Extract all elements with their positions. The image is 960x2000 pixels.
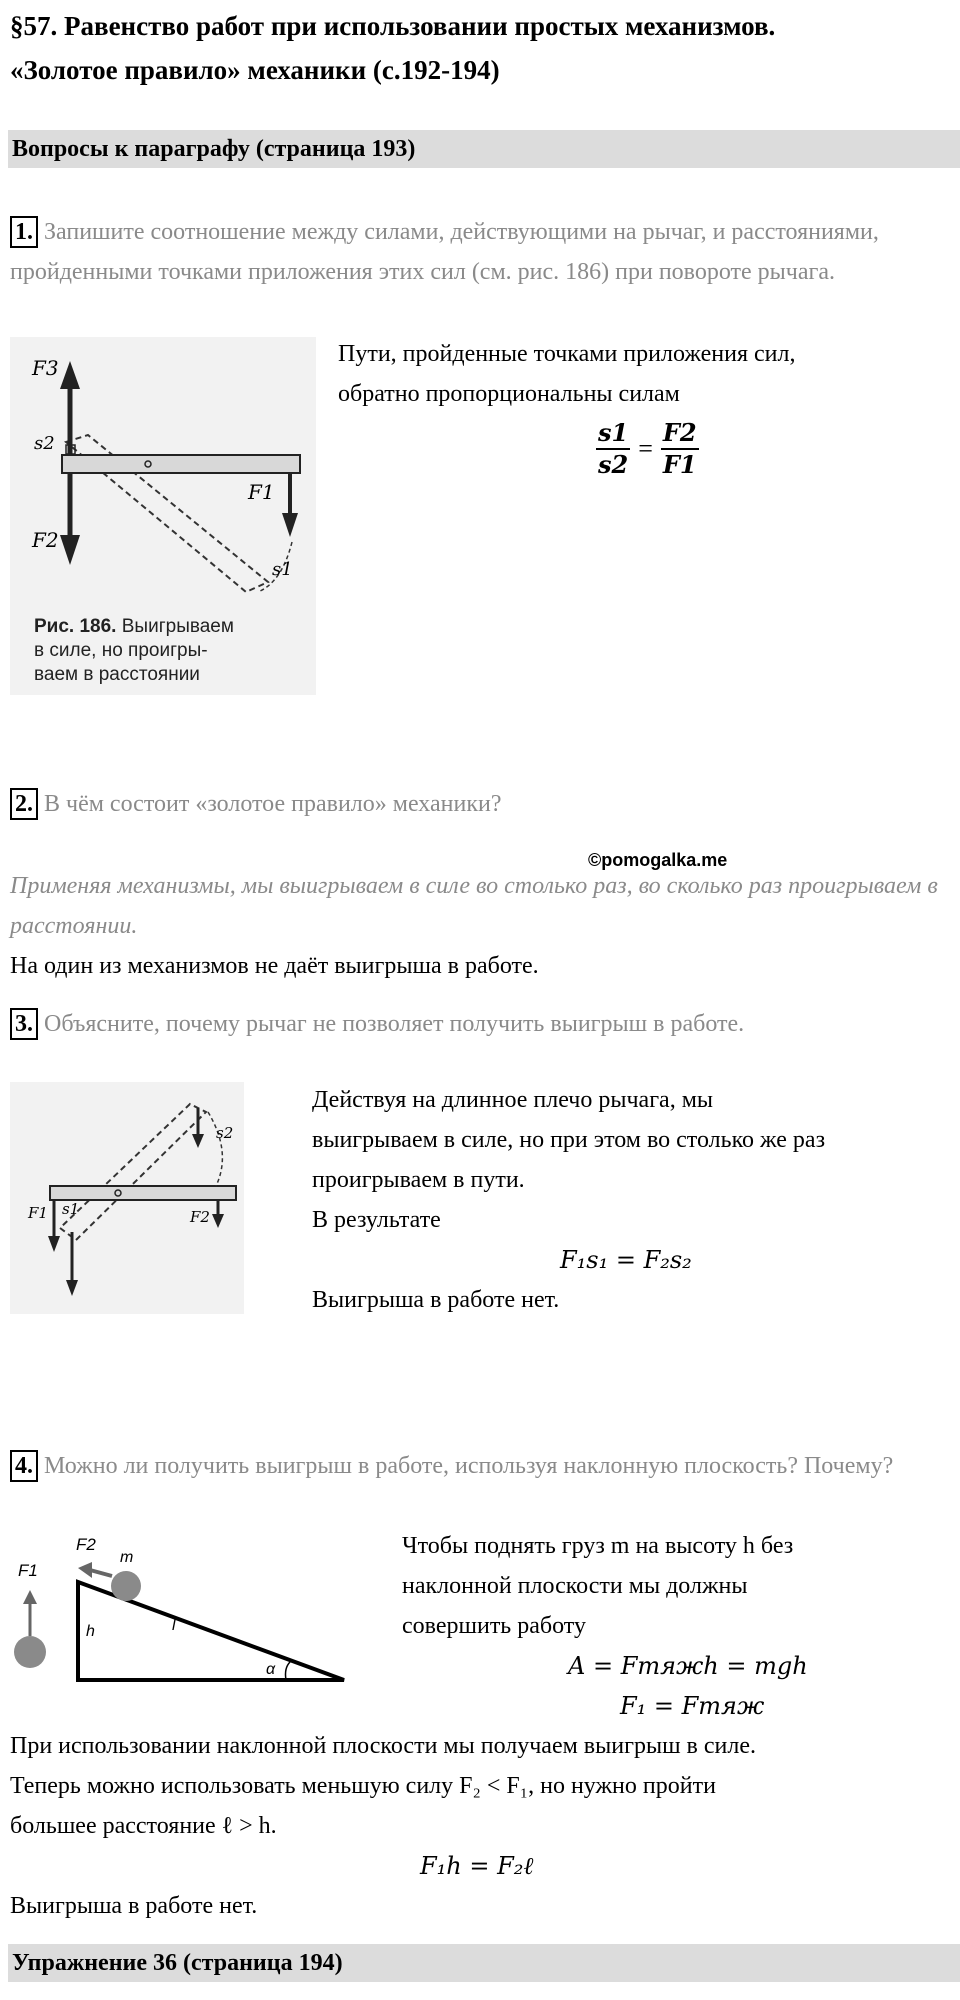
answer-3 [312,1080,952,1320]
formula-q4-2: F₁ = Fтяж [620,1692,765,1720]
answer-4-line7: Выигрыша в работе нет. [10,1893,258,1919]
label-s1: s1 [272,559,293,580]
frac-f-num: F2 [661,418,699,450]
question-2-text: В чём состоит «золотое правило» механики? [44,791,502,817]
inclined-plane-diagram [8,1530,348,1692]
figure-inclined-plane [8,1530,348,1692]
watermark: ©pomogalka.me [588,850,728,870]
lever-diagram-2 [10,1082,244,1314]
question-number-3: 3. [10,1008,38,1040]
label-alpha: α [266,1661,276,1678]
answer-4-bottom [10,1726,950,1926]
question-3 [10,1004,950,1044]
frac-f-den: F1 [662,450,697,479]
formula-q4-3: F₁h = F₂ℓ [420,1852,534,1880]
label-m: m [120,1549,134,1566]
label-f2-q4: F2 [76,1535,96,1554]
answer-3-line1: Действуя на длинное плечо рычага, мы [312,1087,714,1113]
label-f2-q3: F2 [190,1208,210,1226]
caption-line2: в силе, но проигры- [34,640,208,661]
label-s2: s2 [34,433,55,454]
label-f1-q3: F1 [28,1204,48,1222]
answer-4-right [402,1526,952,1726]
frac-s-den: s2 [598,450,629,479]
label-l: l [172,1617,176,1634]
answer-1 [338,334,938,414]
label-s1-q3: s1 [62,1200,80,1218]
question-4 [10,1446,950,1486]
question-2 [10,784,950,824]
section-header-exercise: Упражнение 36 (страница 194) [8,1944,960,1982]
question-number-1: 1. [10,216,38,248]
formula-q3: F₁s₁ = F₂s₂ [560,1246,692,1274]
section-header-questions: Вопросы к параграфу (страница 193) [8,130,960,168]
question-4-text: Можно ли получить выигрыш в работе, используя наклонную плоскость? Почему? [44,1453,894,1479]
answer-4-line6: большее расстояние ℓ > h. [10,1813,277,1839]
answer-4-line5: Теперь можно использовать меньшую силу F₂ < F₁, но нужно пройти [10,1773,716,1799]
label-s2-q3: s2 [216,1124,234,1142]
label-f1: F1 [248,480,275,504]
formula-ratio: $\frac{s1}{s2}$ = $\frac{F2}{F1}$ [598,418,697,479]
label-f2: F2 [32,528,59,552]
answer-4-line1: Чтобы поднять груз m на высоту h без [402,1533,794,1559]
formula-q4-1: A = Fтяжh = mgh [568,1652,808,1680]
answer-3-line5: Выигрыша в работе нет. [312,1287,560,1313]
answer-4-line3: совершить работу [402,1613,586,1639]
question-number-2: 2. [10,788,38,820]
answer-2-plain: На один из механизмов не даёт выигрыша в работе. [10,953,539,979]
caption-line1: Выигрываем [121,616,234,637]
figure-186-caption [34,615,234,687]
figure-186 [10,337,316,695]
answer-4-line4: При использовании наклонной плоскости мы получаем выигрыш в силе. [10,1733,757,1759]
question-1-text: Запишите соотношение между силами, действующими на рычаг, и расстояниями, пройденными точками приложения этих сил (см. рис. 186) при повороте рычага. [10,219,879,285]
frac-s-num: s1 [596,418,630,450]
page-title-line2: «Золотое правило» механики (с.192-194) [10,55,500,85]
question-3-text: Объясните, почему рычаг не позволяет получить выигрыш в работе. [44,1011,745,1037]
label-f3: F3 [32,356,59,380]
label-h: h [86,1623,95,1640]
answer-4-line2: наклонной плоскости мы должны [402,1573,748,1599]
label-f1-q4: F1 [18,1561,38,1580]
answer-3-line4: В результате [312,1207,441,1233]
figure-lever-q3 [10,1082,244,1314]
answer-3-line3: проигрываем в пути. [312,1167,525,1193]
caption-line3: ваем в расстоянии [34,664,200,685]
answer-2-italic: Применяя механизмы, мы выигрываем в силе во столько раз, во сколько раз проигрываем в расстоянии. [10,873,938,939]
page-title-line1: §57. Равенство работ при использовании простых механизмов. [10,11,776,41]
caption-bold: Рис. 186. [34,616,117,637]
question-number-4: 4. [10,1450,38,1482]
answer-1-line1: Пути, пройденные точками приложения сил, [338,341,796,367]
fraction-s [596,418,630,480]
answer-1-line2: обратно пропорциональны силам [338,381,680,407]
fraction-f [661,418,699,480]
page-title [10,4,950,92]
answer-3-line2: выигрываем в силе, но при этом во столько же раз [312,1127,826,1153]
question-1 [10,212,950,292]
